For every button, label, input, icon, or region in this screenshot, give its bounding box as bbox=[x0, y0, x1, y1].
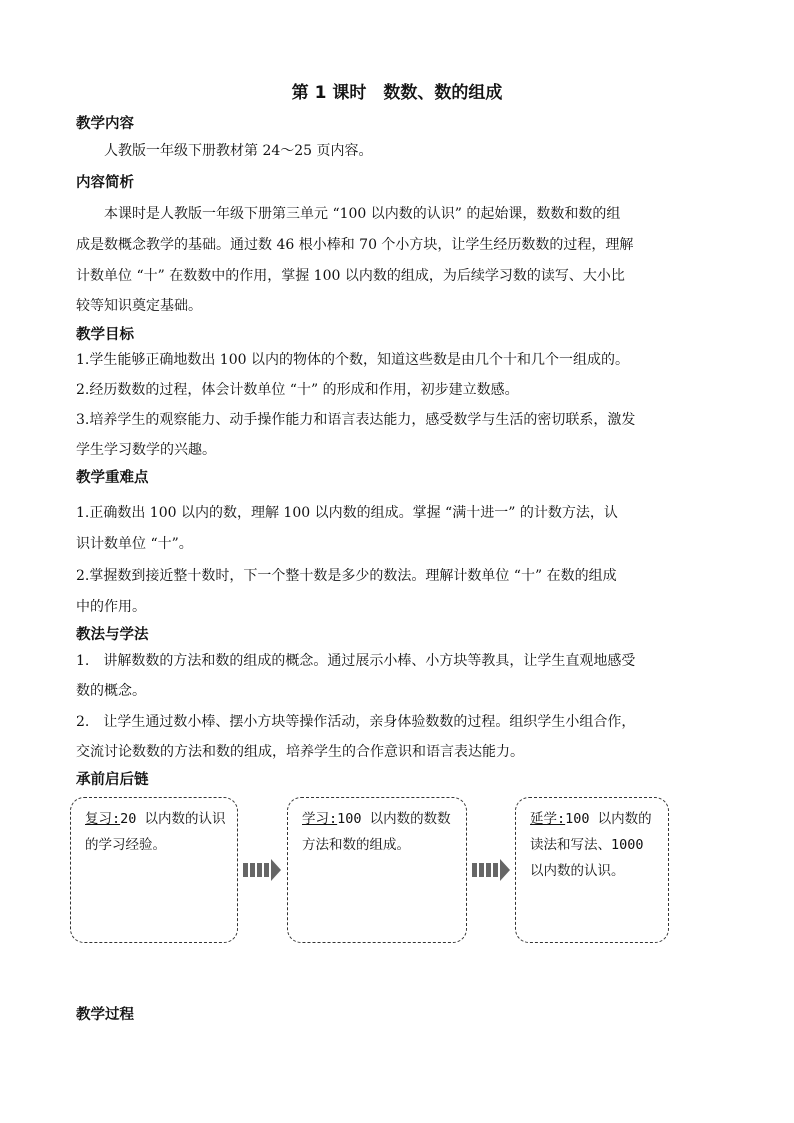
key-point-line: 2.掌握数到接近整十数时，下一个整十数是多少的数法。理解计数单位 “十” 在数的组成 bbox=[76, 568, 617, 584]
section-heading-methods: 教法与学法 bbox=[76, 627, 149, 643]
method-line: 2. 让学生通过数小棒、摆小方块等操作活动，亲身体验数数的过程。组织学生小组合作， bbox=[76, 714, 636, 730]
study-label: 学习: bbox=[302, 811, 338, 827]
analysis-line: 成是数概念教学的基础。通过数 46 根小棒和 70 个小方块，让学生经历数数的过程，理解 bbox=[76, 237, 634, 253]
analysis-line: 计数单位 “十” 在数数中的作用，掌握 100 以内数的组成，为后续学习数的读写、大小比 bbox=[76, 268, 625, 284]
goal-line: 2.经历数数的过程，体会计数单位 “十” 的形成和作用，初步建立数感。 bbox=[76, 382, 519, 398]
review-label: 复习: bbox=[85, 811, 121, 827]
goal-line: 1.学生能够正确地数出 100 以内的物体的个数，知道这些数是由几个十和几个一组成的。 bbox=[76, 352, 629, 368]
extension-box bbox=[515, 797, 669, 943]
key-point-line: 识计数单位 “十”。 bbox=[76, 536, 193, 552]
section-heading-analysis: 内容简析 bbox=[76, 175, 134, 191]
key-point-line: 中的作用。 bbox=[76, 599, 146, 615]
goal-line: 学生学习数学的兴趣。 bbox=[76, 442, 216, 458]
review-box bbox=[70, 797, 238, 943]
section-heading-links: 承前启后链 bbox=[76, 772, 149, 788]
section-heading-goals: 教学目标 bbox=[76, 327, 134, 343]
study-box bbox=[287, 797, 467, 943]
section-heading-content: 教学内容 bbox=[76, 116, 134, 132]
arrow-right-icon bbox=[242, 858, 282, 882]
method-line: 1. 讲解数数的方法和数的组成的概念。通过展示小棒、小方块等教具，让学生直观地感受 bbox=[76, 653, 636, 669]
arrow-right-icon bbox=[471, 858, 511, 882]
page-title: 第 1 课时 数数、数的组成 bbox=[291, 83, 503, 103]
method-line: 交流讨论数数的方法和数的组成，培养学生的合作意识和语言表达能力。 bbox=[76, 744, 524, 760]
method-line: 数的概念。 bbox=[76, 683, 146, 699]
goal-line: 3.培养学生的观察能力、动手操作能力和语言表达能力，感受数学与生活的密切联系，激发 bbox=[76, 412, 636, 428]
study-text: 100 以内数的数数方法和数的组成。 bbox=[302, 811, 451, 853]
key-point-line: 1.正确数出 100 以内的数，理解 100 以内数的组成。掌握 “满十进一” 的计数方法，认 bbox=[76, 505, 618, 521]
extension-text: 100 以内数的读法和写法、1000 以内数的认识。 bbox=[530, 811, 652, 879]
analysis-line: 本课时是人教版一年级下册第三单元 “100 以内数的认识” 的起始课，数数和数的组 bbox=[104, 206, 621, 222]
content-line: 人教版一年级下册教材第 24～25 页内容。 bbox=[104, 143, 373, 159]
analysis-line: 较等知识奠定基础。 bbox=[76, 298, 202, 314]
section-heading-key-points: 教学重难点 bbox=[76, 470, 149, 486]
extension-label: 延学: bbox=[530, 811, 566, 827]
review-text: 20 以内数的认识的学习经验。 bbox=[85, 811, 226, 853]
section-heading-process: 教学过程 bbox=[76, 1007, 134, 1023]
